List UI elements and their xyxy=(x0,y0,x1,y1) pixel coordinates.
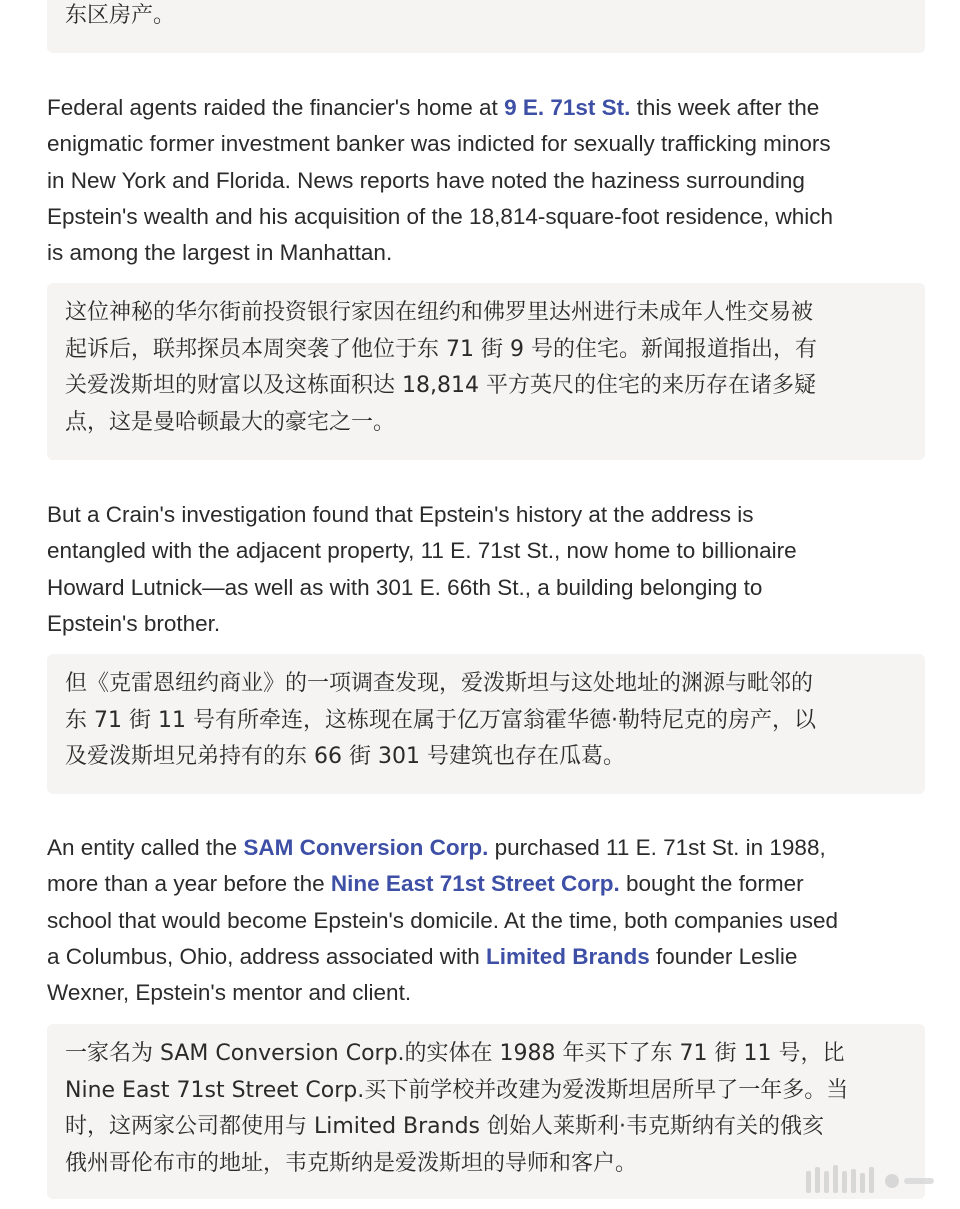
translation-box-3 xyxy=(47,1024,925,1199)
bars-watermark-icon xyxy=(800,1157,940,1197)
paragraph-line: Epstein's wealth and his acquisition of the 18,814-square-foot residence, which xyxy=(47,203,834,229)
paragraph-line: entangled with the adjacent property, 11 E. 71st St., now home to billionaire xyxy=(47,538,797,564)
translation-line: 时，这两家公司都使用与 Limited Brands 创始人莱斯利·韦克斯纳有关的俄亥 xyxy=(65,1114,825,1139)
text-run: founder Leslie xyxy=(649,943,798,969)
translation-line: Nine East 71st Street Corp.买下前学校并改建为爱泼斯坦居所早了一年多。当 xyxy=(65,1077,849,1103)
paragraph-line: Howard Lutnick—as well as with 301 E. 66th St., a building belonging to xyxy=(47,574,763,600)
text-run: purchased 11 E. 71st St. in 1988, xyxy=(488,835,826,860)
translation-line: 一家名为 SAM Conversion Corp.的实体在 1988 年买下了东 71 街 11 号，比 xyxy=(65,1041,845,1066)
paragraph-line: But a Crain's investigation found that Epstein's history at the address is xyxy=(47,502,754,527)
paragraph-line: enigmatic former investment banker was indicted for sexually trafficking minors xyxy=(47,131,831,157)
article-paragraph-2 xyxy=(47,497,937,642)
paragraph-line xyxy=(47,90,937,126)
text-run: a Columbus, Ohio, address associated with xyxy=(47,943,486,969)
translation-line: 但《克雷恩纽约商业》的一项调查发现，爱泼斯坦与这处地址的渊源与毗邻的 xyxy=(65,671,814,696)
address-link-9-e-71st[interactable]: 9 E. 71st St. xyxy=(504,95,631,120)
translation-line: 关爱泼斯坦的财富以及这栋面积达 18,814 平方英尺的住宅的来历存在诸多疑 xyxy=(65,373,816,398)
text-run: this week after the xyxy=(630,95,820,120)
text-run: more than a year before the xyxy=(47,871,331,897)
translation-line: 东区房产。 xyxy=(65,3,176,28)
text-run: Federal agents raided the financier's home at xyxy=(47,95,505,120)
translation-line: 及爱泼斯坦兄弟持有的东 66 街 301 号建筑也存在瓜葛。 xyxy=(65,744,625,769)
limited-brands-link[interactable]: Limited Brands xyxy=(485,943,650,969)
paragraph-line: school that would become Epstein's domicile. At the time, both companies used xyxy=(47,907,838,933)
paragraph-line: Wexner, Epstein's mentor and client. xyxy=(47,980,412,1006)
translation-line: 俄州哥伦布市的地址，韦克斯纳是爱泼斯坦的导师和客户。 xyxy=(65,1150,638,1176)
paragraph-line: Epstein's brother. xyxy=(47,610,221,636)
paragraph-line: in New York and Florida. News reports have noted the haziness surrounding xyxy=(47,167,805,193)
paragraph-line xyxy=(47,866,937,902)
sam-conversion-corp-link[interactable]: SAM Conversion Corp. xyxy=(243,835,489,860)
translation-line: 东 71 街 11 号有所牵连，这栋现在属于亿万富翁霍华德·勒特尼克的房产，以 xyxy=(65,707,816,733)
text-run: bought the former xyxy=(619,871,804,897)
translation-line: 这位神秘的华尔街前投资银行家因在纽约和佛罗里达州进行未成年人性交易被 xyxy=(65,300,814,325)
paragraph-line xyxy=(47,830,937,866)
paragraph-line: is among the largest in Manhattan. xyxy=(47,240,393,266)
nine-east-71st-street-corp-link[interactable]: Nine East 71st Street Corp. xyxy=(330,871,620,897)
translation-box-2 xyxy=(47,654,925,794)
translation-box-1 xyxy=(47,283,925,460)
article-paragraph-3 xyxy=(47,830,937,1011)
translation-line: 点，这是曼哈顿最大的豪宅之一。 xyxy=(65,409,396,435)
paragraph-line xyxy=(47,939,937,975)
translation-box-top xyxy=(47,0,925,53)
translation-line: 起诉后，联邦探员本周突袭了他位于东 71 街 9 号的住宅。新闻报道指出，有 xyxy=(65,336,817,362)
article-paragraph-1 xyxy=(47,90,937,271)
text-run: An entity called the xyxy=(47,835,244,860)
